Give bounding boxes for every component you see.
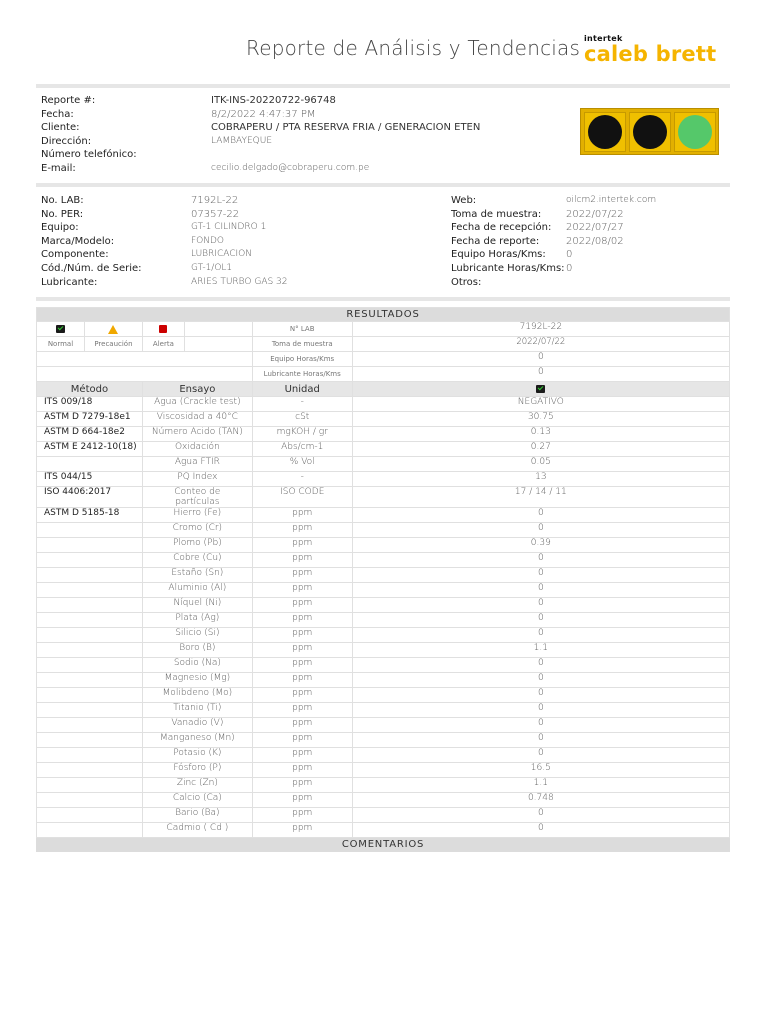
serial-number: GT-1/OL1: [191, 262, 233, 273]
lamp-1: [588, 115, 622, 149]
table-row: [37, 427, 730, 442]
report-info: [41, 94, 561, 176]
result-cell: 0: [352, 583, 729, 598]
unit-cell: ppm: [252, 628, 352, 643]
test-cell: Molibdeno (Mo): [142, 688, 252, 703]
table-row: [37, 748, 730, 763]
table-row: [37, 457, 730, 472]
unit-cell: mgKOH / gr: [252, 427, 352, 442]
check-icon: [56, 325, 65, 333]
method-cell: [37, 778, 143, 793]
result-cell: 0: [352, 673, 729, 688]
result-cell: 0: [352, 658, 729, 673]
results-table: [36, 307, 730, 838]
reception-date: 2022/07/27: [566, 222, 624, 234]
table-row: [37, 718, 730, 733]
method-cell: [37, 703, 143, 718]
test-cell: Bario (Ba): [142, 808, 252, 823]
alert-icon: [159, 325, 167, 333]
result-cell: 0: [352, 733, 729, 748]
result-cell: 1.1: [352, 778, 729, 793]
table-row: [37, 628, 730, 643]
table-row: [37, 553, 730, 568]
test-cell: Silicio (Si): [142, 628, 252, 643]
warning-icon: [108, 325, 118, 334]
test-cell: Cadmio ( Cd ): [142, 823, 252, 838]
report-date-row: Fecha: 8/2/2022 4:47:37 PM: [41, 108, 316, 120]
table-row: [37, 763, 730, 778]
unit-cell: ppm: [252, 733, 352, 748]
lamp-3: [678, 115, 712, 149]
method-cell: [37, 568, 143, 583]
unit-cell: ppm: [252, 553, 352, 568]
legend-normal-label: Normal: [37, 337, 85, 352]
sample-info-left: No. LAB: 7192L-22 No. PER: 07357-22 Equipo: GT-1 CILINDRO 1 Marca/Modelo: FONDO Componente: LUBRICACION Cód./Núm. de Serie: GT-1/OL1 Lubricante: ARIES TURBO GAS 32: [41, 195, 288, 288]
table-row: [37, 598, 730, 613]
result-cell: 0: [352, 703, 729, 718]
unit-cell: -: [252, 397, 352, 412]
separator: [36, 297, 730, 301]
equipment: GT-1 CILINDRO 1: [191, 222, 267, 233]
sampling-date: 2022/07/22: [566, 208, 624, 220]
result-cell: 0: [352, 568, 729, 583]
unit-cell: ppm: [252, 673, 352, 688]
report-date-short: 2022/08/02: [566, 235, 624, 247]
table-row: [37, 658, 730, 673]
table-row: [37, 412, 730, 427]
test-cell: Número Acido (TAN): [142, 427, 252, 442]
result-cell: 0.748: [352, 793, 729, 808]
sample-info-right: Web: oilcm2.intertek.com Toma de muestra: 2022/07/22 Fecha de recepción: 2022/07/27 Fecha de reporte: 2022/08/02 Equipo Horas/Kms: 0 Lubricante Horas/Kms: 0 Otros:: [451, 195, 657, 288]
result-cell: 16.5: [352, 763, 729, 778]
comments-section-header: COMENTARIOS: [36, 838, 730, 852]
result-cell: 0: [352, 688, 729, 703]
table-row: [37, 508, 730, 523]
test-cell: Calcio (Ca): [142, 793, 252, 808]
report-number-row: Reporte #: ITK-INS-20220722-96748: [41, 95, 336, 106]
sample-status-header: [352, 382, 729, 397]
test-cell: Fósforo (P): [142, 763, 252, 778]
method-cell: [37, 658, 143, 673]
table-row: [37, 583, 730, 598]
unit-cell: ppm: [252, 778, 352, 793]
unit-column-header: Unidad: [252, 382, 352, 397]
unit-cell: ppm: [252, 793, 352, 808]
report-date: 8/2/2022 4:47:37 PM: [211, 108, 316, 120]
lab-number: 7192L-22: [191, 195, 239, 206]
method-cell: [37, 553, 143, 568]
table-row: [37, 538, 730, 553]
result-cell: 0: [352, 823, 729, 838]
unit-cell: ISO CODE: [252, 487, 352, 508]
address-row: Dirección: LAMBAYEQUE: [41, 135, 273, 147]
unit-cell: ppm: [252, 748, 352, 763]
test-cell: Viscosidad a 40°C: [142, 412, 252, 427]
unit-cell: ppm: [252, 613, 352, 628]
test-cell: Magnesio (Mg): [142, 673, 252, 688]
test-cell: Cromo (Cr): [142, 523, 252, 538]
test-cell: Plomo (Pb): [142, 538, 252, 553]
unit-cell: ppm: [252, 688, 352, 703]
report-number: ITK-INS-20220722-96748: [211, 95, 336, 106]
brand-model: FONDO: [191, 235, 225, 246]
meta-value: 7192L-22: [352, 322, 729, 337]
result-cell: 0: [352, 598, 729, 613]
result-cell: 1.1: [352, 643, 729, 658]
method-cell: [37, 523, 143, 538]
table-row: [37, 673, 730, 688]
method-cell: [37, 613, 143, 628]
logo-main-text: caleb brett: [584, 42, 717, 66]
separator: [36, 84, 730, 88]
unit-cell: ppm: [252, 703, 352, 718]
unit-cell: ppm: [252, 658, 352, 673]
method-cell: ASTM D 5185-18: [37, 508, 143, 523]
unit-cell: ppm: [252, 808, 352, 823]
meta-label: Lubricante Horas/Kms: [252, 367, 352, 382]
intertek-caleb-brett-logo: [584, 34, 724, 65]
table-row: [37, 688, 730, 703]
address: LAMBAYEQUE: [211, 135, 273, 146]
logo-top-text: intertek: [584, 34, 623, 43]
status-traffic-light: [580, 108, 719, 155]
phone-row: Número telefónico:: [41, 149, 137, 161]
method-cell: ASTM D 664-18e2: [37, 427, 143, 442]
table-row: [37, 523, 730, 538]
result-cell: 30.75: [352, 412, 729, 427]
result-cell: 0.39: [352, 538, 729, 553]
result-cell: 0: [352, 748, 729, 763]
result-cell: 0: [352, 718, 729, 733]
method-cell: ITS 044/15: [37, 472, 143, 487]
result-cell: 13: [352, 472, 729, 487]
component: LUBRICACION: [191, 249, 252, 260]
client-name: COBRAPERU / PTA RESERVA FRIA / GENERACION ETEN: [211, 122, 481, 134]
results-section-header: RESULTADOS: [37, 308, 730, 322]
method-cell: [37, 538, 143, 553]
method-cell: [37, 808, 143, 823]
method-cell: [37, 688, 143, 703]
method-cell: ASTM E 2412-10(18): [37, 442, 143, 457]
table-row: [37, 568, 730, 583]
test-cell: Cobre (Cu): [142, 553, 252, 568]
table-row: [37, 442, 730, 457]
method-cell: ISO 4406:2017: [37, 487, 143, 508]
unit-cell: ppm: [252, 763, 352, 778]
table-row: [37, 613, 730, 628]
method-cell: [37, 718, 143, 733]
unit-cell: ppm: [252, 718, 352, 733]
test-cell: Aluminio (Al): [142, 583, 252, 598]
result-cell: 0.13: [352, 427, 729, 442]
test-column-header: Ensayo: [142, 382, 252, 397]
legend-caution-icon-cell: [84, 322, 142, 337]
test-cell: Plata (Ag): [142, 613, 252, 628]
test-cell: Sodio (Na): [142, 658, 252, 673]
test-cell: Vanadio (V): [142, 718, 252, 733]
method-cell: [37, 628, 143, 643]
method-cell: [37, 583, 143, 598]
page-title: Reporte de Análisis y Tendencias: [246, 36, 581, 60]
test-cell: Agua FTIR: [142, 457, 252, 472]
result-cell: 0.05: [352, 457, 729, 472]
meta-value: 2022/07/22: [352, 337, 729, 352]
result-cell: NEGATIVO: [352, 397, 729, 412]
email: cecilio.delgado@cobraperu.com.pe: [211, 162, 370, 173]
result-cell: 0: [352, 628, 729, 643]
web-link[interactable]: oilcm2.intertek.com: [566, 195, 657, 205]
unit-cell: ppm: [252, 523, 352, 538]
table-row: [37, 472, 730, 487]
method-cell: [37, 673, 143, 688]
method-cell: [37, 748, 143, 763]
email-row: E-mail: cecilio.delgado@cobraperu.com.pe: [41, 162, 370, 174]
result-cell: 0.27: [352, 442, 729, 457]
method-cell: [37, 598, 143, 613]
meta-value: 0: [352, 352, 729, 367]
unit-cell: ppm: [252, 583, 352, 598]
test-cell: PQ Index: [142, 472, 252, 487]
table-row: [37, 808, 730, 823]
unit-cell: ppm: [252, 823, 352, 838]
test-cell: Agua (Crackle test): [142, 397, 252, 412]
legend-alert-icon-cell: [142, 322, 184, 337]
meta-label: Equipo Horas/Kms: [252, 352, 352, 367]
unit-cell: ppm: [252, 643, 352, 658]
method-cell: [37, 457, 143, 472]
separator: [36, 183, 730, 187]
table-row: [37, 823, 730, 838]
test-cell: Níquel (Ni): [142, 598, 252, 613]
meta-label: N° LAB: [252, 322, 352, 337]
result-cell: 0: [352, 553, 729, 568]
legend-caution-label: Precaución: [84, 337, 142, 352]
test-cell: Estaño (Sn): [142, 568, 252, 583]
test-cell: Zinc (Zn): [142, 778, 252, 793]
lamp-2: [633, 115, 667, 149]
test-cell: Titanio (Ti): [142, 703, 252, 718]
unit-cell: Abs/cm-1: [252, 442, 352, 457]
legend-alert-label: Alerta: [142, 337, 184, 352]
method-cell: [37, 763, 143, 778]
equipment-hours: 0: [566, 249, 573, 261]
check-icon: [536, 385, 545, 393]
unit-cell: % Vol: [252, 457, 352, 472]
table-row: [37, 703, 730, 718]
table-row: [37, 733, 730, 748]
test-cell: Oxidación: [142, 442, 252, 457]
method-cell: ITS 009/18: [37, 397, 143, 412]
result-cell: 0: [352, 508, 729, 523]
table-row: [37, 793, 730, 808]
test-cell: Potasio (K): [142, 748, 252, 763]
method-cell: [37, 823, 143, 838]
method-cell: [37, 793, 143, 808]
method-cell: [37, 733, 143, 748]
per-number: 07357-22: [191, 208, 240, 220]
unit-cell: cSt: [252, 412, 352, 427]
table-row: [37, 643, 730, 658]
unit-cell: ppm: [252, 568, 352, 583]
result-cell: 17 / 14 / 11: [352, 487, 729, 508]
table-row: [37, 778, 730, 793]
result-cell: 0: [352, 808, 729, 823]
method-cell: [37, 643, 143, 658]
table-row: [37, 397, 730, 412]
result-cell: 0: [352, 613, 729, 628]
meta-label: Toma de muestra: [252, 337, 352, 352]
meta-value: 0: [352, 367, 729, 382]
lubricant-hours: 0: [566, 262, 573, 274]
unit-cell: ppm: [252, 598, 352, 613]
table-row: [37, 487, 730, 508]
test-cell: Hierro (Fe): [142, 508, 252, 523]
test-cell: Manganeso (Mn): [142, 733, 252, 748]
test-cell: Conteo de partículas: [142, 487, 252, 508]
test-cell: Boro (B): [142, 643, 252, 658]
client-row: Cliente: COBRAPERU / PTA RESERVA FRIA / GENERACION ETEN: [41, 122, 481, 134]
lubricant: ARIES TURBO GAS 32: [191, 276, 288, 287]
method-column-header: Método: [37, 382, 143, 397]
unit-cell: -: [252, 472, 352, 487]
method-cell: ASTM D 7279-18e1: [37, 412, 143, 427]
legend-normal-icon-cell: [37, 322, 85, 337]
unit-cell: ppm: [252, 538, 352, 553]
result-cell: 0: [352, 523, 729, 538]
unit-cell: ppm: [252, 508, 352, 523]
